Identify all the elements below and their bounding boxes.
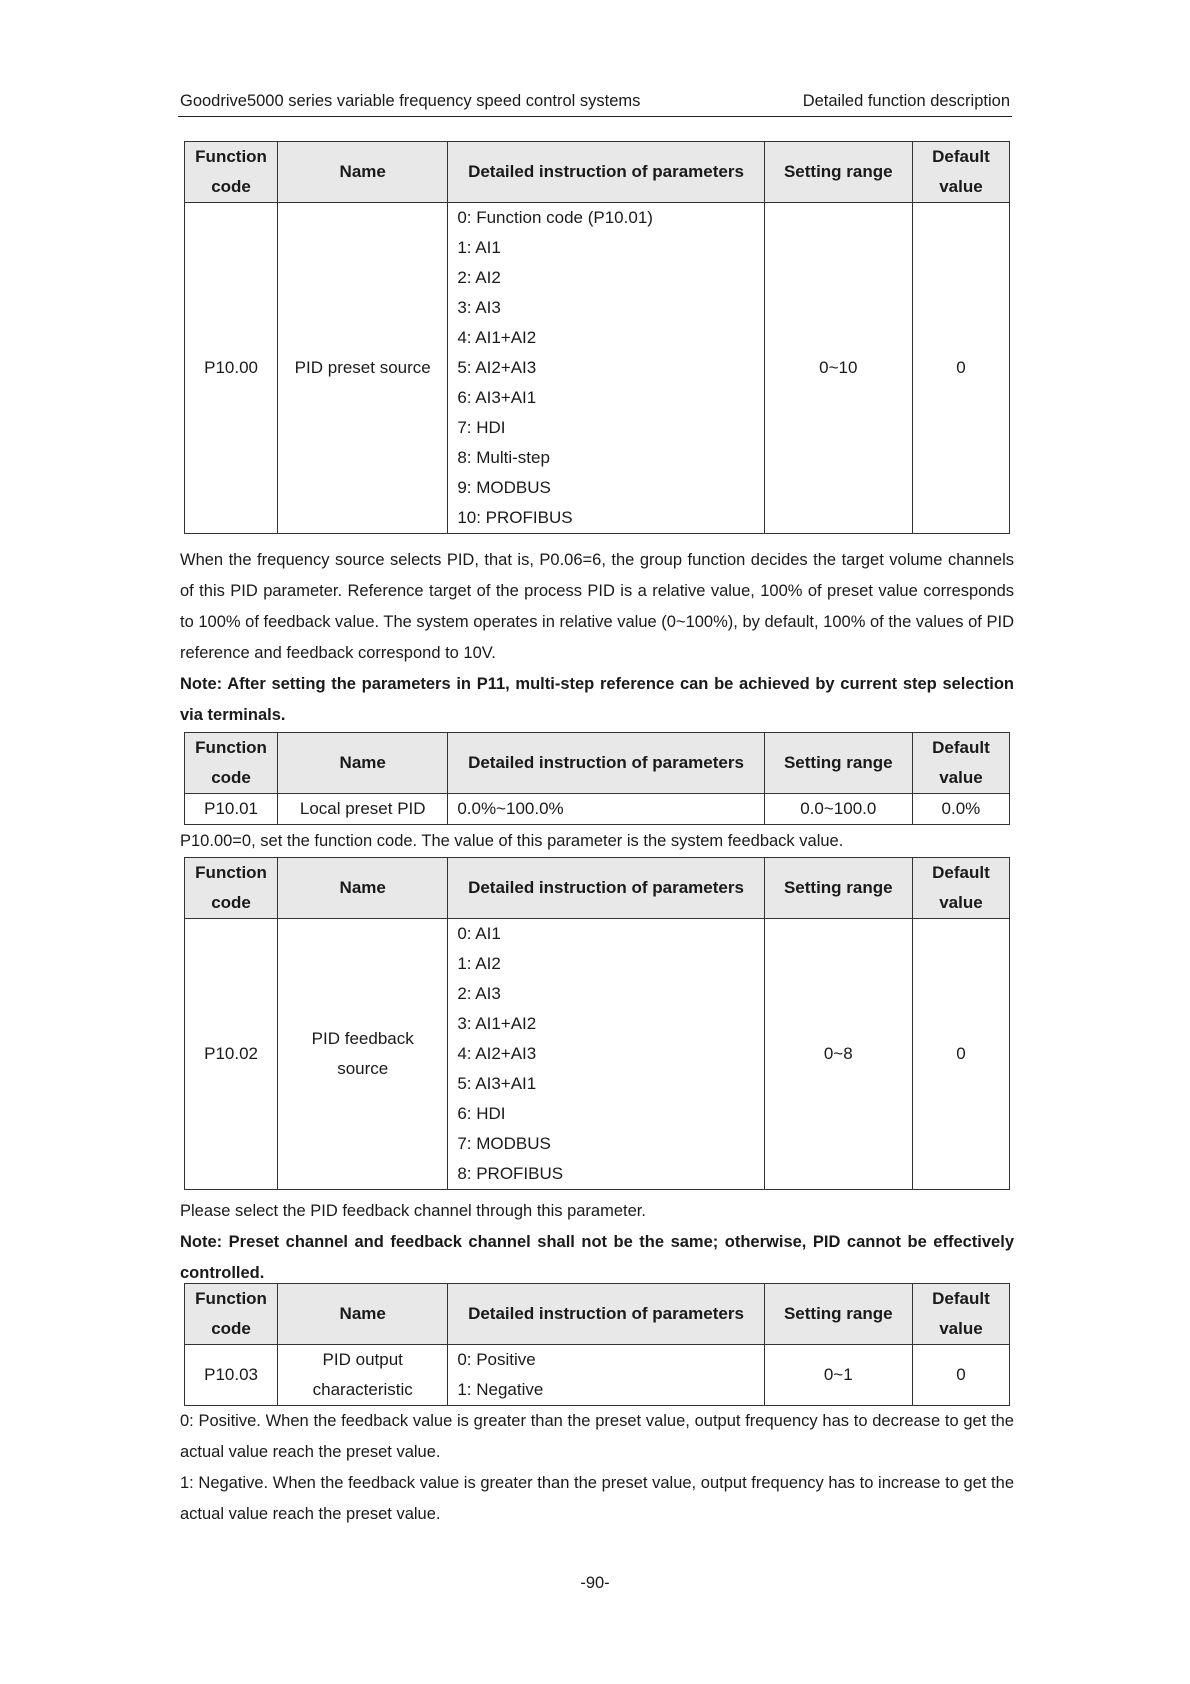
option: 6: AI3+AI1 <box>457 388 537 407</box>
note: Note: Preset channel and feedback channel shall not be the same; otherwise, PID cannot be effectively controlled. <box>180 1233 1014 1282</box>
paragraph: When the frequency source selects PID, that is, P0.06=6, the group function decides the target volume channels of this PID parameter. Reference target of the process PID is a relative value, 100% of preset value corresponds to 100% of feedback value. The system operates in relative value (0~100%), by default, 100% of the values of PID reference and feedback correspond to 10V. <box>180 551 1014 662</box>
header-function-code: Function code <box>185 858 278 919</box>
document-title: Goodrive5000 series variable frequency speed control systems <box>180 92 641 110</box>
param-table-p10-00 <box>184 141 1010 534</box>
section-title: Detailed function description <box>802 92 1010 110</box>
table-header-row <box>185 733 1010 794</box>
default-value: 0 <box>912 203 1009 534</box>
option: 1: AI1 <box>457 238 501 257</box>
option: 4: AI1+AI2 <box>457 328 537 347</box>
function-code: P10.00 <box>185 203 278 534</box>
header-function-code: Function code <box>185 1284 278 1345</box>
p10-02-description <box>180 1196 1014 1289</box>
header-name: Name <box>278 858 448 919</box>
option: 1: AI2 <box>457 954 501 973</box>
option: 2: AI3 <box>457 984 501 1003</box>
header-instruction: Detailed instruction of parameters <box>448 1284 764 1345</box>
option: 6: HDI <box>457 1104 506 1123</box>
option: 3: AI3 <box>457 298 501 317</box>
param-name: Local preset PID <box>278 794 448 825</box>
header-instruction: Detailed instruction of parameters <box>448 733 764 794</box>
default-value: 0 <box>912 919 1009 1190</box>
setting-range: 0.0~100.0 <box>764 794 912 825</box>
page-number: -90- <box>580 1574 610 1592</box>
function-code: P10.02 <box>185 919 278 1190</box>
table-header-row <box>185 142 1010 203</box>
paragraph: P10.00=0, set the function code. The value of this parameter is the system feedback value. <box>180 832 844 850</box>
table-row <box>185 203 1010 534</box>
header-setting-range: Setting range <box>764 1284 912 1345</box>
header-setting-range: Setting range <box>764 142 912 203</box>
option: 10: PROFIBUS <box>457 508 573 527</box>
option: 8: PROFIBUS <box>457 1164 564 1183</box>
header-name: Name <box>278 142 448 203</box>
paragraph: 1: Negative. When the feedback value is greater than the preset value, output frequency has to increase to get the actual value reach the preset value. <box>180 1474 1014 1523</box>
header-setting-range: Setting range <box>764 733 912 794</box>
p10-00-description <box>180 545 1014 731</box>
header-name: Name <box>278 733 448 794</box>
param-table-p10-01 <box>184 732 1010 825</box>
table-header-row <box>185 858 1010 919</box>
setting-range: 0~10 <box>764 203 912 534</box>
param-name: PID feedback source <box>278 919 448 1190</box>
p10-01-description <box>180 826 1014 857</box>
header-default-value: Default value <box>912 733 1009 794</box>
header-default-value: Default value <box>912 858 1009 919</box>
option: 0: AI1 <box>457 924 501 943</box>
option: 8: Multi-step <box>457 448 550 467</box>
page-header <box>178 92 1012 117</box>
option: 5: AI2+AI3 <box>457 358 537 377</box>
setting-range: 0~1 <box>764 1345 912 1406</box>
param-table-p10-03 <box>184 1283 1010 1406</box>
function-code: P10.03 <box>185 1345 278 1406</box>
option: 5: AI3+AI1 <box>457 1074 537 1093</box>
default-value: 0.0% <box>912 794 1009 825</box>
header-instruction: Detailed instruction of parameters <box>448 858 764 919</box>
header-default-value: Default value <box>912 142 1009 203</box>
param-table-p10-02 <box>184 857 1010 1190</box>
table-header-row <box>185 1284 1010 1345</box>
table-row <box>185 919 1010 1190</box>
option: 7: HDI <box>457 418 506 437</box>
default-value: 0 <box>912 1345 1009 1406</box>
option: 0: Positive <box>457 1350 536 1369</box>
setting-range: 0~8 <box>764 919 912 1190</box>
note: Note: After setting the parameters in P11, multi-step reference can be achieved by current step selection via terminals. <box>180 675 1014 724</box>
paragraph: 0: Positive. When the feedback value is greater than the preset value, output frequency has to decrease to get the actual value reach the preset value. <box>180 1412 1014 1461</box>
paragraph: Please select the PID feedback channel through this parameter. <box>180 1202 646 1220</box>
header-name: Name <box>278 1284 448 1345</box>
param-instruction: 0.0%~100.0% <box>448 794 764 825</box>
header-function-code: Function code <box>185 733 278 794</box>
header-default-value: Default value <box>912 1284 1009 1345</box>
option: 0: Function code (P10.01) <box>457 208 653 227</box>
function-code: P10.01 <box>185 794 278 825</box>
param-instruction <box>448 1345 764 1406</box>
option: 2: AI2 <box>457 268 501 287</box>
header-setting-range: Setting range <box>764 858 912 919</box>
option: 9: MODBUS <box>457 478 551 497</box>
option: 7: MODBUS <box>457 1134 551 1153</box>
header-function-code: Function code <box>185 142 278 203</box>
table-row <box>185 794 1010 825</box>
param-name: PID output characteristic <box>278 1345 448 1406</box>
option: 4: AI2+AI3 <box>457 1044 537 1063</box>
param-instruction <box>448 919 764 1190</box>
param-instruction <box>448 203 764 534</box>
header-instruction: Detailed instruction of parameters <box>448 142 764 203</box>
option: 3: AI1+AI2 <box>457 1014 537 1033</box>
param-name: PID preset source <box>278 203 448 534</box>
option: 1: Negative <box>457 1380 544 1399</box>
p10-03-description <box>180 1406 1014 1530</box>
table-row <box>185 1345 1010 1406</box>
